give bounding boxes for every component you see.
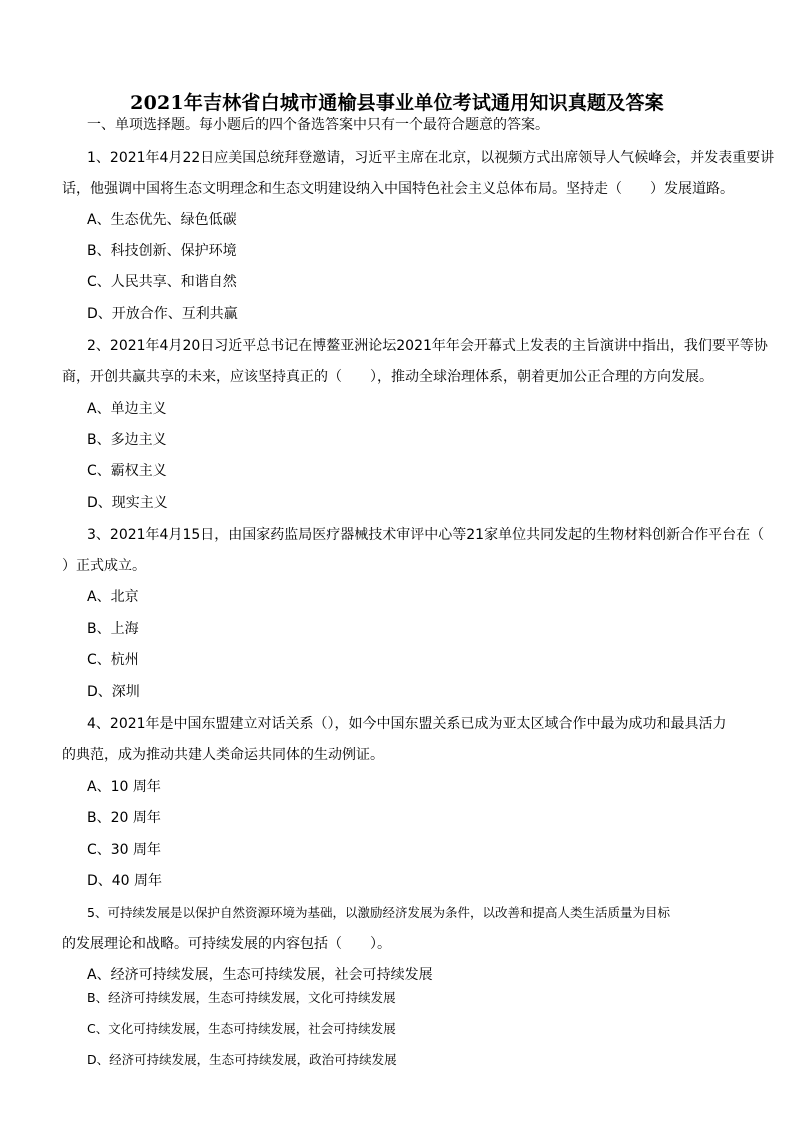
question-text: 4、2021年是中国东盟建立对话关系（），如今中国东盟关系已成为亚太区域合作中最为成功和最具活力 (87, 716, 727, 732)
option-a: A、北京 (87, 589, 139, 605)
question-text: ）正式成立。 (62, 558, 146, 574)
option-a: A、生态优先、绿色低碳 (87, 212, 237, 228)
option-c: C、杭州 (87, 652, 139, 668)
option-c: C、霸权主义 (87, 463, 167, 479)
option-d: D、现实主义 (87, 495, 168, 511)
question-text: 1、2021年4月22日应美国总统拜登邀请，习近平主席在北京，以视频方式出席领导人气候峰会，并发表重要讲 (87, 150, 775, 166)
option-c: C、文化可持续发展，生态可持续发展，社会可持续发展 (87, 1021, 396, 1036)
page-title: 2021年吉林省白城市通榆县事业单位考试通用知识真题及答案 (130, 92, 664, 114)
question-text: 话，他强调中国将生态文明理念和生态文明建设纳入中国特色社会主义总体布局。坚持走（ ）发展道路。 (62, 181, 734, 197)
option-b: B、多边主义 (87, 432, 167, 448)
option-d: D、经济可持续发展，生态可持续发展，政治可持续发展 (87, 1052, 397, 1067)
question-text: 的典范，成为推动共建人类命运共同体的生动例证。 (62, 747, 384, 763)
option-c: C、30 周年 (87, 842, 162, 858)
option-a: A、经济可持续发展，生态可持续发展，社会可持续发展 (87, 967, 433, 983)
question-text: 5、可持续发展是以保护自然资源环境为基础，以激励经济发展为条件，以改善和提高人类生活质量为目标 (87, 905, 670, 920)
section-heading: 一、单项选择题。每小题后的四个备选答案中只有一个最符合题意的答案。 (87, 117, 549, 133)
option-a: A、10 周年 (87, 779, 161, 795)
option-b: B、上海 (87, 621, 139, 637)
option-b: B、20 周年 (87, 810, 161, 826)
option-d: D、深圳 (87, 684, 140, 700)
question-text: 3、2021年4月15日，由国家药监局医疗器械技术审评中心等21家单位共同发起的生物材料创新合作平台在（ (87, 527, 765, 543)
option-d: D、40 周年 (87, 873, 163, 889)
question-text: 商，开创共赢共享的未来，应该坚持真正的（ ），推动全球治理体系，朝着更加公正合理的方向发展。 (62, 369, 713, 385)
option-b: B、科技创新、保护环境 (87, 243, 237, 259)
question-text: 的发展理论和战略。可持续发展的内容包括（ ）。 (62, 936, 391, 952)
option-a: A、单边主义 (87, 401, 167, 417)
question-text: 2、2021年4月20日习近平总书记在博鳌亚洲论坛2021年年会开幕式上发表的主旨演讲中指出，我们要平等协 (87, 338, 768, 354)
option-c: C、人民共享、和谐自然 (87, 274, 237, 290)
option-d: D、开放合作、互利共赢 (87, 306, 238, 322)
option-b: B、经济可持续发展，生态可持续发展，文化可持续发展 (87, 990, 396, 1005)
